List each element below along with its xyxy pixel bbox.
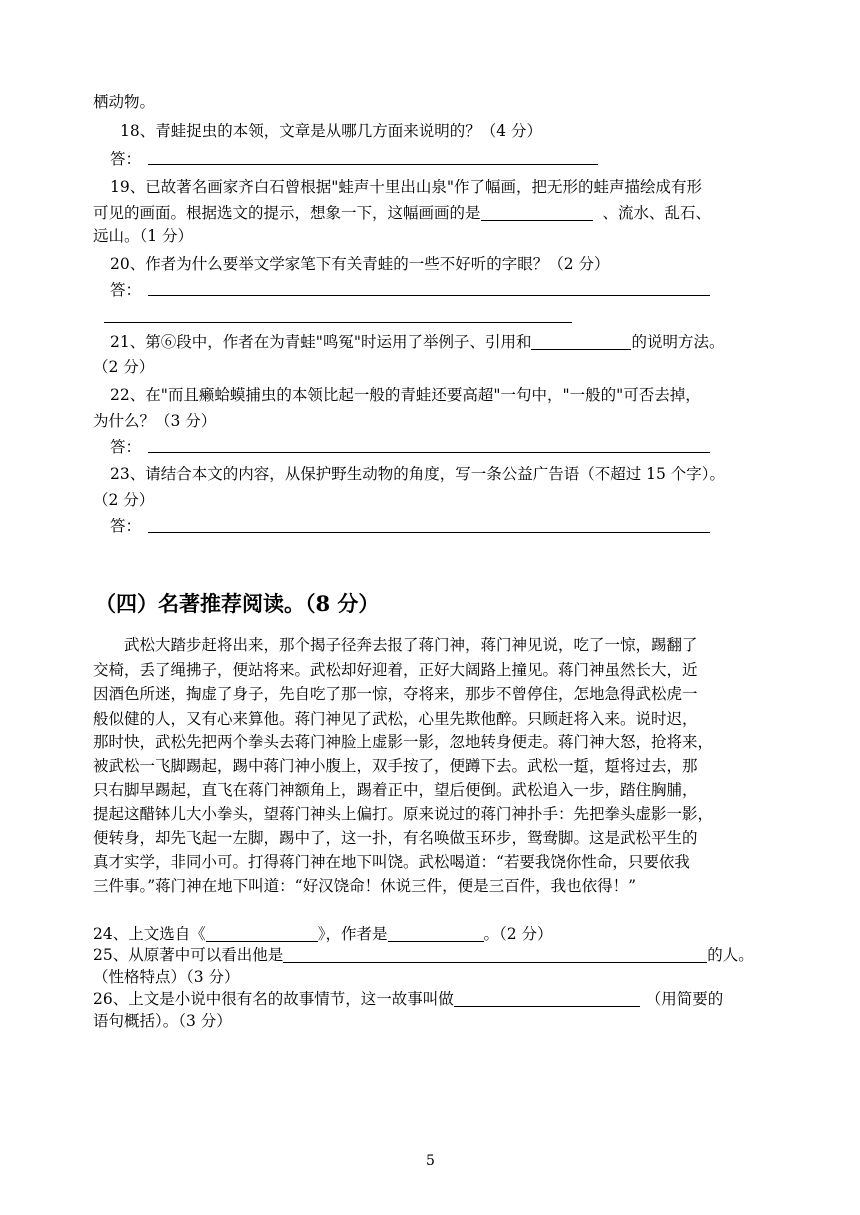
question-25-line1: 25、从原著中可以看出他是 的人。 xyxy=(93,946,754,964)
passage-line: 交椅，丢了绳拂子，便站将来。武松却好迎着，正好大阔路上撞见。蒋门神虽然长大，近 xyxy=(93,661,698,679)
question-19-line1: 19、已故著名画家齐白石曾根据"蛙声十里出山泉"作了幅画，把无形的蛙声描绘成有形 xyxy=(110,178,702,196)
question-19-line2: 可见的画面。根据选文的提示，想象一下，这幅画画的是 、流水、乱石、 xyxy=(93,204,712,222)
question-26-line2: 语句概括）。（3 分） xyxy=(93,1012,232,1030)
question-21-line1: 21、第⑥段中，作者在为青蛙"鸣冤"时运用了举例子、引用和 的说明方法。 xyxy=(110,333,725,351)
answer-line-20a[interactable] xyxy=(148,295,710,296)
top-fragment: 栖动物。 xyxy=(93,93,156,111)
question-24: 24、上文选自《 》，作者是 。（2 分） xyxy=(93,925,553,943)
answer-line-18[interactable] xyxy=(148,164,598,165)
question-23-line2: （2 分） xyxy=(93,491,155,509)
blank-21[interactable] xyxy=(531,333,631,350)
section-4-title: （四）名著推荐阅读。（8 分） xyxy=(95,591,380,616)
question-18: 18、青蛙捉虫的本领，文章是从哪几方面来说明的？（4 分） xyxy=(120,122,543,140)
blank-19[interactable] xyxy=(481,204,593,221)
passage-line: 被武松一飞脚踢起，踢中蒋门神小腹上，双手按了，便蹲下去。武松一踅，踅将过去，那 xyxy=(93,757,698,775)
passage-line: 因酒色所迷，掏虚了身子，先自吃了那一惊，夺将来，那步不曾停住，怎地急得武松虎一 xyxy=(93,685,698,703)
answer-line-22[interactable] xyxy=(148,452,710,453)
answer-label-23: 答： xyxy=(110,517,142,535)
answer-label-22: 答： xyxy=(110,438,142,456)
passage-line: 武松大踏步赶将出来，那个揭子径奔去报了蒋门神，蒋门神见说，吃了一惊，踢翻了 xyxy=(124,636,698,654)
blank-25[interactable] xyxy=(283,946,707,963)
question-19-line3: 远山。（1 分） xyxy=(93,227,194,245)
question-25-line2: （性格特点）（3 分） xyxy=(93,968,240,986)
answer-line-20b[interactable] xyxy=(104,322,572,323)
passage-line: 提起这醋钵儿大小拳头，望蒋门神头上偏打。原来说过的蒋门神扑手：先把拳头虚影一影， xyxy=(93,805,714,823)
question-21-line2: （2 分） xyxy=(93,358,155,376)
question-22-line2: 为什么？（3 分） xyxy=(93,412,217,430)
passage-line: 真才实学，非同小可。打得蒋门神在地下叫饶。武松喝道：“若要我饶你性命，只要依我 xyxy=(93,853,690,871)
question-20: 20、作者为什么要举文学家笔下有关青蛙的一些不好听的字眼？（2 分） xyxy=(110,255,610,273)
passage-line: 便转身，却先飞起一左脚，踢中了，这一扑，有名唤做玉环步，鸳鸯脚。这是武松平生的 xyxy=(93,829,698,847)
question-26-line1: 26、上文是小说中很有名的故事情节，这一故事叫做 （用简要的 xyxy=(93,990,724,1008)
blank-26[interactable] xyxy=(454,990,640,1007)
passage-line: 那时快，武松先把两个拳头去蒋门神脸上虚影一影，忽地转身便走。蒋门神大怒，抢将来， xyxy=(93,733,714,751)
passage-line: 般似健的人，又有心来算他。蒋门神见了武松，心里先欺他醉。只顾赶将入来。说时迟， xyxy=(93,710,698,728)
question-23-line1: 23、请结合本文的内容，从保护野生动物的角度，写一条公益广告语（不超过 15 个字）。 xyxy=(110,465,726,483)
question-22-line1: 22、在"而且癞蛤蟆捕虫的本领比起一般的青蛙还要高超"一句中，"一般的"可否去掉， xyxy=(110,386,701,404)
answer-label-20: 答： xyxy=(110,281,142,299)
blank-24-book[interactable] xyxy=(206,925,318,942)
page-number: 5 xyxy=(426,1153,435,1169)
answer-label-18: 答： xyxy=(110,150,142,168)
answer-line-23[interactable] xyxy=(148,532,710,533)
blank-24-author[interactable] xyxy=(388,925,484,942)
passage-line: 三件事。”蒋门神在地下叫道：“好汉饶命！休说三件，便是三百件，我也依得！” xyxy=(93,877,637,895)
passage-line: 只右脚早踢起，直飞在蒋门神额角上，踢着正中，望后便倒。武松追入一步，踏住胸脯， xyxy=(93,781,698,799)
